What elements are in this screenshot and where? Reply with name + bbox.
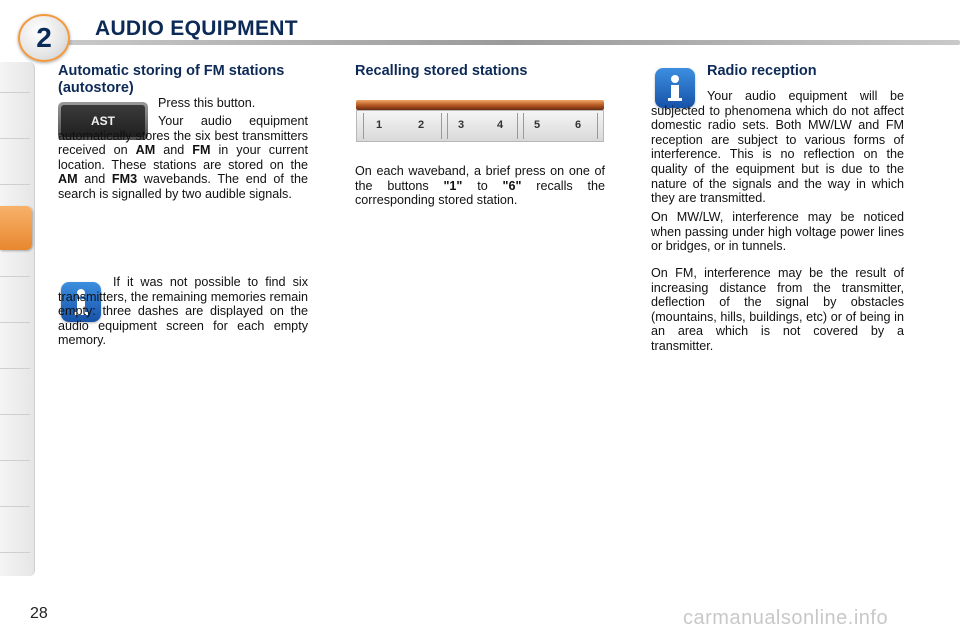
preset-separator (363, 113, 364, 139)
preset-buttons-illustration (356, 100, 604, 142)
side-tab-divider (0, 92, 30, 93)
chapter-side-tabs (0, 62, 35, 576)
ast-button-label: AST (61, 105, 145, 137)
side-tab-divider (0, 322, 30, 323)
preset-key: 6 (575, 119, 582, 131)
preset-key: 4 (497, 119, 504, 131)
side-tab-active[interactable] (0, 206, 32, 250)
side-tab-divider (0, 184, 30, 185)
side-tab-divider (0, 138, 30, 139)
preset-key: 3 (458, 119, 465, 131)
header (0, 0, 960, 53)
preset-separator (447, 113, 448, 139)
preset-separator (597, 113, 598, 139)
preset-separator (523, 113, 524, 139)
recall-heading: Recalling stored stations (355, 63, 528, 79)
reception-paragraph-2: On MW/LW, interference may be noticed when passing under high voltage power lines or bridges, or in tunnels. (651, 210, 904, 254)
autostore-paragraph: Your audio equipment automatically stores the six best transmitters received on AM and FM in your current location. These stations are stored on the AM and FM3 wavebands. The end of the search is signalled by two audible signals. (58, 114, 309, 201)
watermark: carmanualsonline.info (683, 607, 889, 629)
reception-paragraph-3: On FM, interference may be the result of increasing distance from the transmitter, deflection of the signal by obstacles (mountains, hills, buildings, etc) or of being in an area which is not covered by a transmitter. (651, 266, 904, 353)
recall-paragraph: On each waveband, a brief press on one of the buttons "1" to "6" recalls the corresponding stored station. (355, 164, 605, 208)
preset-separator (517, 113, 518, 139)
side-tab-divider (0, 414, 30, 415)
chapter-badge (18, 14, 70, 62)
side-tab-divider (0, 368, 30, 369)
preset-key: 2 (418, 119, 425, 131)
reception-paragraph-1: Your audio equipment will be subjected to phenomena which do not affect domestic radio sets. Both MW/LW and FM reception are subject to various forms of interference. This is no reflection on the quality of the equipment but is due to the nature of the signals and the way in which they are transmitted. (651, 89, 904, 206)
side-tab-divider (0, 552, 30, 553)
side-tab-divider (0, 276, 30, 277)
preset-separator (441, 113, 442, 139)
side-tab-divider (0, 460, 30, 461)
reception-heading: Radio reception (707, 63, 817, 79)
page-number: 28 (30, 605, 48, 622)
press-button-text: Press this button. (158, 96, 256, 110)
side-tab-divider (0, 506, 30, 507)
preset-panel-body (356, 110, 604, 142)
autostore-heading: Automatic storing of FM stations (autostore) (58, 63, 285, 96)
autostore-info-text: If it was not possible to find six transmitters, the remaining memories remain empty: three dashes are displayed on the audio equipment screen for each empty memory. (58, 275, 308, 348)
chapter-number: 2 (36, 22, 52, 53)
preset-panel-trim (356, 100, 604, 110)
preset-key: 1 (376, 119, 383, 131)
page-title: AUDIO EQUIPMENT (95, 17, 298, 40)
preset-key: 5 (534, 119, 541, 131)
